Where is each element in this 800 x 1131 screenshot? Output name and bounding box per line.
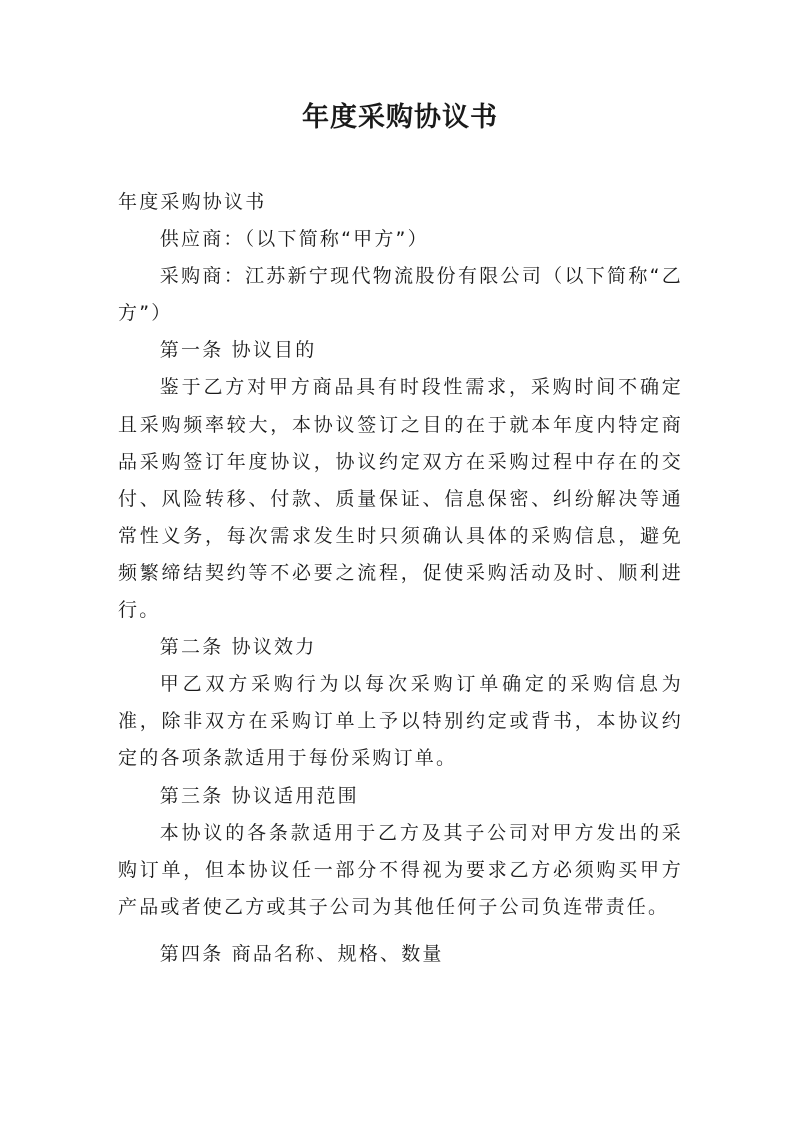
article-4-heading: 第四条 商品名称、规格、数量 (159, 942, 444, 965)
supplier-line: 供应商：（以下简称“甲方”） (159, 228, 429, 251)
document-body (118, 184, 683, 973)
article-2-heading: 第二条 协议效力 (159, 636, 317, 659)
article-3-heading: 第三条 协议适用范围 (159, 784, 359, 807)
document-subtitle: 年度采购协议书 (118, 191, 267, 213)
purchaser-line: 采购商：江苏新宁现代物流股份有限公司（以下简称“乙方”） (118, 265, 683, 325)
article-1-body: 鉴于乙方对甲方商品具有时段性需求，采购时间不确定且采购频率较大，本协议签订之目的在于就本年度内特定商品采购签订年度协议，协议约定双方在采购过程中存在的交付、风险转移、付款、质量保证、信息保密、纠纷解决等通常性义务，每次需求发生时只须确认具体的采购信息，避免频繁缔结契约等不必要之流程，促使采购活动及时、顺利进行。 (118, 376, 683, 622)
document-title: 年度采购协议书 (302, 102, 498, 133)
article-1-heading: 第一条 协议目的 (159, 339, 317, 362)
article-3-body: 本协议的各条款适用于乙方及其子公司对甲方发出的采购订单，但本协议任一部分不得视为要求乙方必须购买甲方产品或者使乙方或其子公司为其他任何子公司负连带责任。 (118, 821, 683, 918)
article-2-body: 甲乙双方采购行为以每次采购订单确定的采购信息为准，除非双方在采购订单上予以特别约定或背书，本协议约定的各项条款适用于每份采购订单。 (118, 673, 683, 770)
